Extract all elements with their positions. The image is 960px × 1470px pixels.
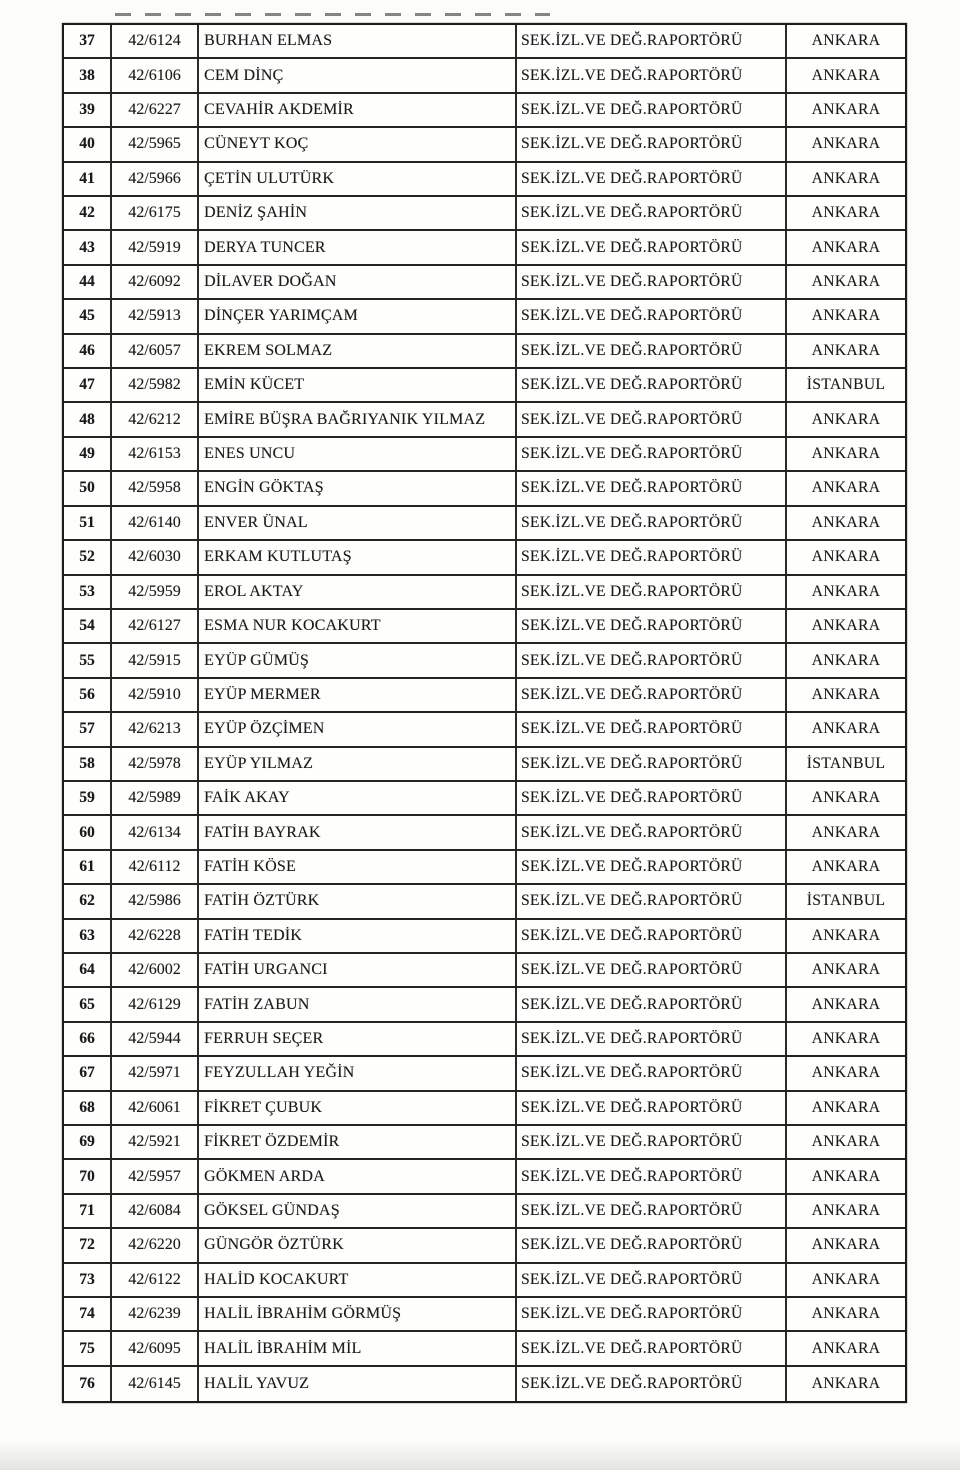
cell-full-name: FATİH ZABUN: [199, 988, 517, 1020]
cell-row-number: 66: [64, 1023, 112, 1055]
cell-registry-code: 42/6153: [112, 438, 199, 470]
cell-registry-code: 42/5982: [112, 369, 199, 401]
cell-registry-code: 42/5959: [112, 576, 199, 608]
cell-full-name: GÜNGÖR ÖZTÜRK: [199, 1229, 517, 1261]
cell-duty-title: SEK.İZL.VE DEĞ.RAPORTÖRÜ: [517, 163, 787, 195]
cell-duty-title: SEK.İZL.VE DEĞ.RAPORTÖRÜ: [517, 507, 787, 539]
cell-province: ANKARA: [811, 720, 881, 738]
cell-full-name: CÜNEYT KOÇ: [199, 128, 517, 160]
cell-province: ANKARA: [811, 1098, 881, 1116]
cell-province: ANKARA: [811, 1270, 881, 1288]
table-row: [64, 369, 905, 403]
cell-registry-code: 42/6140: [112, 507, 199, 539]
cell-registry-code: 42/6175: [112, 197, 199, 229]
cell-duty-title: SEK.İZL.VE DEĞ.RAPORTÖRÜ: [517, 851, 787, 883]
cell-row-number: 59: [64, 782, 112, 814]
cell-row-number: 48: [64, 403, 112, 435]
cell-registry-code: 42/5978: [112, 748, 199, 780]
table-row: [64, 816, 905, 850]
cell-duty-title: SEK.İZL.VE DEĞ.RAPORTÖRÜ: [517, 59, 787, 91]
cell-registry-code: 42/6030: [112, 541, 199, 573]
cell-duty-title: SEK.İZL.VE DEĞ.RAPORTÖRÜ: [517, 1229, 787, 1261]
cell-duty-title: SEK.İZL.VE DEĞ.RAPORTÖRÜ: [517, 920, 787, 952]
table-row: [64, 231, 905, 265]
cell-full-name: ÇETİN ULUTÜRK: [199, 163, 517, 195]
cell-registry-code: 42/5989: [112, 782, 199, 814]
cell-duty-title: SEK.İZL.VE DEĞ.RAPORTÖRÜ: [517, 472, 787, 504]
cell-registry-code: 42/6092: [112, 266, 199, 298]
cell-duty-title: SEK.İZL.VE DEĞ.RAPORTÖRÜ: [517, 610, 787, 642]
table-row: [64, 713, 905, 747]
cell-full-name: EYÜP YILMAZ: [199, 748, 517, 780]
table-row: [64, 679, 905, 713]
cell-row-number: 38: [64, 59, 112, 91]
table-row: [64, 748, 905, 782]
table-row: [64, 335, 905, 369]
cell-row-number: 55: [64, 644, 112, 676]
cell-duty-title: SEK.İZL.VE DEĞ.RAPORTÖRÜ: [517, 748, 787, 780]
cell-full-name: EROL AKTAY: [199, 576, 517, 608]
cell-duty-title: SEK.İZL.VE DEĞ.RAPORTÖRÜ: [517, 1092, 787, 1124]
cell-province: ANKARA: [811, 1339, 881, 1357]
cell-province: İSTANBUL: [806, 892, 886, 910]
cell-province: ANKARA: [811, 204, 881, 222]
cell-province: ANKARA: [811, 651, 881, 669]
table-row: [64, 472, 905, 506]
cell-full-name: EMİRE BÜŞRA BAĞRIYANIK YILMAZ: [199, 403, 517, 435]
personnel-table: [62, 23, 907, 1403]
cell-province: ANKARA: [811, 1202, 881, 1220]
table-row: [64, 128, 905, 162]
cell-province: ANKARA: [811, 169, 881, 187]
cell-duty-title: SEK.İZL.VE DEĞ.RAPORTÖRÜ: [517, 1126, 787, 1158]
cell-duty-title: SEK.İZL.VE DEĞ.RAPORTÖRÜ: [517, 94, 787, 126]
cell-registry-code: 42/5966: [112, 163, 199, 195]
table-row: [64, 885, 905, 919]
cell-duty-title: SEK.İZL.VE DEĞ.RAPORTÖRÜ: [517, 954, 787, 986]
cell-registry-code: 42/6057: [112, 335, 199, 367]
cell-duty-title: SEK.İZL.VE DEĞ.RAPORTÖRÜ: [517, 438, 787, 470]
cell-row-number: 47: [64, 369, 112, 401]
cell-row-number: 71: [64, 1195, 112, 1227]
cell-province: ANKARA: [811, 1133, 881, 1151]
cell-full-name: FİKRET ÖZDEMİR: [199, 1126, 517, 1158]
table-row: [64, 576, 905, 610]
cell-province: ANKARA: [811, 273, 881, 291]
cell-full-name: HALİD KOCAKURT: [199, 1264, 517, 1296]
cell-province: ANKARA: [811, 307, 881, 325]
cell-province: ANKARA: [811, 685, 881, 703]
cell-province: ANKARA: [811, 1236, 881, 1254]
cell-row-number: 70: [64, 1160, 112, 1192]
cell-registry-code: 42/6145: [112, 1367, 199, 1401]
cell-duty-title: SEK.İZL.VE DEĞ.RAPORTÖRÜ: [517, 266, 787, 298]
cell-duty-title: SEK.İZL.VE DEĞ.RAPORTÖRÜ: [517, 300, 787, 332]
cell-province: ANKARA: [811, 135, 881, 153]
cell-full-name: DERYA TUNCER: [199, 231, 517, 263]
cell-province: ANKARA: [811, 582, 881, 600]
cell-full-name: FEYZULLAH YEĞİN: [199, 1057, 517, 1089]
cell-full-name: FATİH KÖSE: [199, 851, 517, 883]
cell-registry-code: 42/5921: [112, 1126, 199, 1158]
cell-province: ANKARA: [811, 617, 881, 635]
cell-row-number: 57: [64, 713, 112, 745]
cell-province: ANKARA: [811, 101, 881, 119]
cell-row-number: 58: [64, 748, 112, 780]
cell-registry-code: 42/6084: [112, 1195, 199, 1227]
cell-row-number: 49: [64, 438, 112, 470]
table-row: [64, 59, 905, 93]
table-row: [64, 1332, 905, 1366]
table-row: [64, 644, 905, 678]
cell-duty-title: SEK.İZL.VE DEĞ.RAPORTÖRÜ: [517, 25, 787, 57]
cell-duty-title: SEK.İZL.VE DEĞ.RAPORTÖRÜ: [517, 782, 787, 814]
cell-full-name: FERRUH SEÇER: [199, 1023, 517, 1055]
table-row: [64, 1023, 905, 1057]
cell-duty-title: SEK.İZL.VE DEĞ.RAPORTÖRÜ: [517, 1057, 787, 1089]
cell-province: ANKARA: [811, 926, 881, 944]
cell-duty-title: SEK.İZL.VE DEĞ.RAPORTÖRÜ: [517, 679, 787, 711]
table-row: [64, 1229, 905, 1263]
cell-province: ANKARA: [811, 961, 881, 979]
table-row: [64, 782, 905, 816]
cell-registry-code: 42/6227: [112, 94, 199, 126]
cell-duty-title: SEK.İZL.VE DEĞ.RAPORTÖRÜ: [517, 1160, 787, 1192]
cell-full-name: FATİH URGANCI: [199, 954, 517, 986]
cell-duty-title: SEK.İZL.VE DEĞ.RAPORTÖRÜ: [517, 128, 787, 160]
cell-row-number: 46: [64, 335, 112, 367]
cell-province: ANKARA: [811, 789, 881, 807]
cell-registry-code: 42/5915: [112, 644, 199, 676]
cell-row-number: 60: [64, 816, 112, 848]
cell-duty-title: SEK.İZL.VE DEĞ.RAPORTÖRÜ: [517, 576, 787, 608]
cell-province: ANKARA: [811, 341, 881, 359]
cell-row-number: 37: [64, 25, 112, 57]
cell-row-number: 74: [64, 1298, 112, 1330]
cell-row-number: 68: [64, 1092, 112, 1124]
cell-registry-code: 42/5965: [112, 128, 199, 160]
cell-province: ANKARA: [811, 857, 881, 875]
cell-row-number: 56: [64, 679, 112, 711]
cell-province: İSTANBUL: [806, 376, 886, 394]
cell-province: ANKARA: [811, 66, 881, 84]
cell-province: ANKARA: [811, 823, 881, 841]
cell-full-name: FAİK AKAY: [199, 782, 517, 814]
table-row: [64, 1092, 905, 1126]
cell-row-number: 39: [64, 94, 112, 126]
cell-full-name: FATİH TEDİK: [199, 920, 517, 952]
cell-full-name: CEVAHİR AKDEMİR: [199, 94, 517, 126]
cell-duty-title: SEK.İZL.VE DEĞ.RAPORTÖRÜ: [517, 1332, 787, 1364]
cell-row-number: 52: [64, 541, 112, 573]
cell-row-number: 54: [64, 610, 112, 642]
cell-row-number: 50: [64, 472, 112, 504]
cell-full-name: BURHAN ELMAS: [199, 25, 517, 57]
cell-row-number: 73: [64, 1264, 112, 1296]
cell-full-name: GÖKSEL GÜNDAŞ: [199, 1195, 517, 1227]
cell-row-number: 44: [64, 266, 112, 298]
cell-full-name: GÖKMEN ARDA: [199, 1160, 517, 1192]
table-row: [64, 266, 905, 300]
cell-full-name: EYÜP GÜMÜŞ: [199, 644, 517, 676]
cell-registry-code: 42/6220: [112, 1229, 199, 1261]
table-row: [64, 438, 905, 472]
table-row: [64, 300, 905, 334]
table-row: [64, 197, 905, 231]
scan-edge-shadow: [0, 1440, 960, 1470]
table-row: [64, 988, 905, 1022]
cell-registry-code: 42/5986: [112, 885, 199, 917]
cell-full-name: ENGİN GÖKTAŞ: [199, 472, 517, 504]
cell-full-name: CEM DİNÇ: [199, 59, 517, 91]
cell-full-name: HALİL İBRAHİM MİL: [199, 1332, 517, 1364]
cell-full-name: EYÜP MERMER: [199, 679, 517, 711]
table-row: [64, 541, 905, 575]
cell-registry-code: 42/6061: [112, 1092, 199, 1124]
cell-registry-code: 42/5957: [112, 1160, 199, 1192]
cell-registry-code: 42/6239: [112, 1298, 199, 1330]
cell-full-name: DİLAVER DOĞAN: [199, 266, 517, 298]
cell-province: ANKARA: [811, 479, 881, 497]
cell-registry-code: 42/5958: [112, 472, 199, 504]
cell-province: ANKARA: [811, 32, 881, 50]
cell-duty-title: SEK.İZL.VE DEĞ.RAPORTÖRÜ: [517, 335, 787, 367]
cell-duty-title: SEK.İZL.VE DEĞ.RAPORTÖRÜ: [517, 1023, 787, 1055]
cell-row-number: 64: [64, 954, 112, 986]
cell-row-number: 75: [64, 1332, 112, 1364]
cell-row-number: 53: [64, 576, 112, 608]
cell-row-number: 65: [64, 988, 112, 1020]
table-row: [64, 163, 905, 197]
cell-province: İSTANBUL: [806, 754, 886, 772]
cell-row-number: 43: [64, 231, 112, 263]
cell-row-number: 63: [64, 920, 112, 952]
cell-full-name: ESMA NUR KOCAKURT: [199, 610, 517, 642]
cell-row-number: 61: [64, 851, 112, 883]
table-row: [64, 1126, 905, 1160]
cell-province: ANKARA: [811, 1029, 881, 1047]
cell-registry-code: 42/6127: [112, 610, 199, 642]
table-row: [64, 94, 905, 128]
cell-duty-title: SEK.İZL.VE DEĞ.RAPORTÖRÜ: [517, 885, 787, 917]
cell-registry-code: 42/5919: [112, 231, 199, 263]
cell-province: ANKARA: [811, 548, 881, 566]
cell-registry-code: 42/6228: [112, 920, 199, 952]
cell-full-name: ENVER ÜNAL: [199, 507, 517, 539]
cell-registry-code: 42/6212: [112, 403, 199, 435]
table-row: [64, 954, 905, 988]
cell-registry-code: 42/6122: [112, 1264, 199, 1296]
cell-registry-code: 42/6124: [112, 25, 199, 57]
cell-full-name: DENİZ ŞAHİN: [199, 197, 517, 229]
cell-registry-code: 42/6134: [112, 816, 199, 848]
cell-duty-title: SEK.İZL.VE DEĞ.RAPORTÖRÜ: [517, 369, 787, 401]
cell-registry-code: 42/5910: [112, 679, 199, 711]
cell-full-name: HALİL YAVUZ: [199, 1367, 517, 1401]
cell-registry-code: 42/5971: [112, 1057, 199, 1089]
cell-duty-title: SEK.İZL.VE DEĞ.RAPORTÖRÜ: [517, 1367, 787, 1401]
cell-province: ANKARA: [811, 1305, 881, 1323]
table-row: [64, 851, 905, 885]
cell-duty-title: SEK.İZL.VE DEĞ.RAPORTÖRÜ: [517, 197, 787, 229]
cell-row-number: 67: [64, 1057, 112, 1089]
cell-province: ANKARA: [811, 1064, 881, 1082]
cell-province: ANKARA: [811, 1167, 881, 1185]
cell-registry-code: 42/5913: [112, 300, 199, 332]
cell-duty-title: SEK.İZL.VE DEĞ.RAPORTÖRÜ: [517, 1195, 787, 1227]
cell-full-name: DİNÇER YARIMÇAM: [199, 300, 517, 332]
cell-full-name: FATİH BAYRAK: [199, 816, 517, 848]
cell-duty-title: SEK.İZL.VE DEĞ.RAPORTÖRÜ: [517, 988, 787, 1020]
cell-duty-title: SEK.İZL.VE DEĞ.RAPORTÖRÜ: [517, 1264, 787, 1296]
cell-duty-title: SEK.İZL.VE DEĞ.RAPORTÖRÜ: [517, 644, 787, 676]
table-row: [64, 403, 905, 437]
cell-duty-title: SEK.İZL.VE DEĞ.RAPORTÖRÜ: [517, 541, 787, 573]
cell-province: ANKARA: [811, 1375, 881, 1393]
table-row: [64, 25, 905, 59]
cell-full-name: FATİH ÖZTÜRK: [199, 885, 517, 917]
cell-full-name: FİKRET ÇUBUK: [199, 1092, 517, 1124]
cell-registry-code: 42/6106: [112, 59, 199, 91]
cell-full-name: ENES UNCU: [199, 438, 517, 470]
table-row: [64, 920, 905, 954]
cell-row-number: 69: [64, 1126, 112, 1158]
cell-duty-title: SEK.İZL.VE DEĞ.RAPORTÖRÜ: [517, 231, 787, 263]
cell-row-number: 45: [64, 300, 112, 332]
cell-row-number: 76: [64, 1367, 112, 1401]
cell-duty-title: SEK.İZL.VE DEĞ.RAPORTÖRÜ: [517, 713, 787, 745]
cell-province: ANKARA: [811, 513, 881, 531]
cell-row-number: 40: [64, 128, 112, 160]
cell-full-name: EMİN KÜCET: [199, 369, 517, 401]
cell-row-number: 62: [64, 885, 112, 917]
cell-full-name: EYÜP ÖZÇİMEN: [199, 713, 517, 745]
cell-province: ANKARA: [811, 445, 881, 463]
cell-row-number: 42: [64, 197, 112, 229]
cell-registry-code: 42/6002: [112, 954, 199, 986]
cell-registry-code: 42/6112: [112, 851, 199, 883]
cell-registry-code: 42/5944: [112, 1023, 199, 1055]
cell-full-name: EKREM SOLMAZ: [199, 335, 517, 367]
cell-province: ANKARA: [811, 995, 881, 1013]
table-row: [64, 507, 905, 541]
cell-row-number: 51: [64, 507, 112, 539]
scan-artifact-line: [115, 13, 550, 16]
table-row: [64, 1057, 905, 1091]
cell-duty-title: SEK.İZL.VE DEĞ.RAPORTÖRÜ: [517, 1298, 787, 1330]
cell-province: ANKARA: [811, 238, 881, 256]
table-row: [64, 1367, 905, 1401]
cell-registry-code: 42/6213: [112, 713, 199, 745]
table-row: [64, 1160, 905, 1194]
cell-province: ANKARA: [811, 410, 881, 428]
cell-full-name: HALİL İBRAHİM GÖRMÜŞ: [199, 1298, 517, 1330]
cell-registry-code: 42/6095: [112, 1332, 199, 1364]
table-row: [64, 1298, 905, 1332]
cell-row-number: 41: [64, 163, 112, 195]
cell-duty-title: SEK.İZL.VE DEĞ.RAPORTÖRÜ: [517, 816, 787, 848]
table-row: [64, 610, 905, 644]
cell-full-name: ERKAM KUTLUTAŞ: [199, 541, 517, 573]
cell-registry-code: 42/6129: [112, 988, 199, 1020]
table-row: [64, 1264, 905, 1298]
cell-duty-title: SEK.İZL.VE DEĞ.RAPORTÖRÜ: [517, 403, 787, 435]
cell-row-number: 72: [64, 1229, 112, 1261]
table-row: [64, 1195, 905, 1229]
